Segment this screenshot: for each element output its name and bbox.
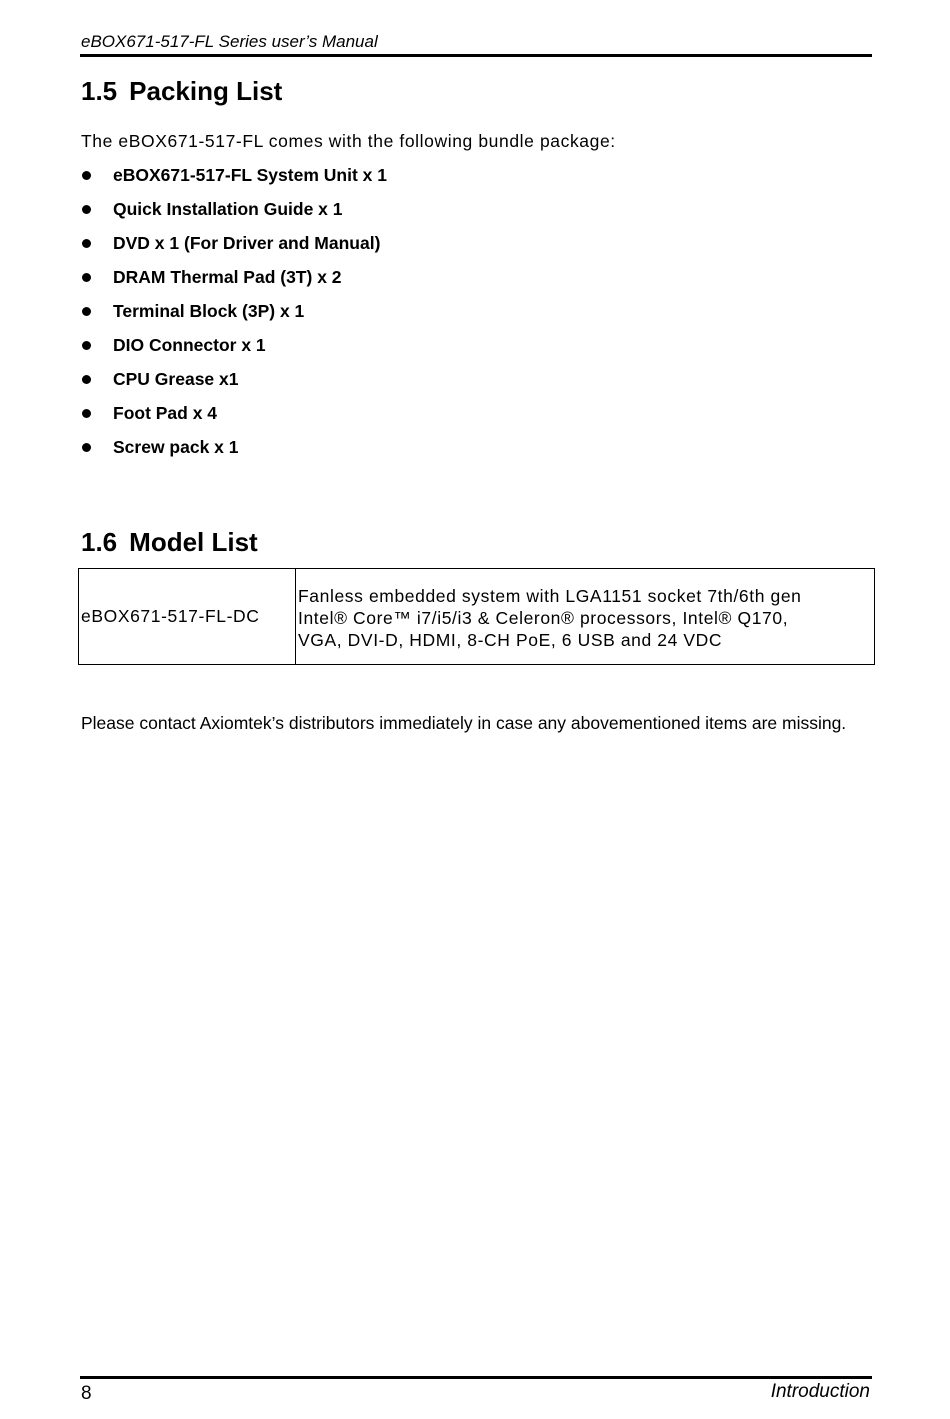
section-number: 1.6 (81, 527, 118, 557)
list-item-text: Terminal Block (3P) x 1 (113, 301, 305, 321)
list-item-text: Screw pack x 1 (113, 437, 239, 457)
description-line: Fanless embedded system with LGA1151 socket 7th/6th gen (298, 585, 802, 606)
list-item-text: DRAM Thermal Pad (3T) x 2 (113, 267, 342, 287)
bullet-icon (82, 239, 91, 248)
footer-section-name: Introduction (770, 1381, 870, 1402)
table-row (79, 569, 875, 665)
list-item-text: Foot Pad x 4 (113, 403, 218, 423)
bullet-icon (82, 273, 91, 282)
section-title: Packing List (129, 76, 283, 106)
bullet-icon (82, 307, 91, 316)
manual-title: eBOX671-517-FL Series user’s Manual (81, 32, 378, 51)
description-line: VGA, DVI-D, HDMI, 8-CH PoE, 6 USB and 24 VDC (298, 629, 723, 650)
bullet-icon (82, 205, 91, 214)
footer-divider (80, 1376, 872, 1379)
list-item-text: CPU Grease x1 (113, 369, 239, 389)
list-item-text: DVD x 1 (For Driver and Manual) (113, 233, 381, 253)
header-divider (80, 54, 872, 57)
list-item-text: eBOX671-517-FL System Unit x 1 (113, 165, 387, 185)
bullet-icon (82, 341, 91, 350)
model-table (78, 568, 875, 665)
packing-intro-text: The eBOX671-517-FL comes with the following bundle package: (81, 131, 616, 151)
bullet-icon (82, 409, 91, 418)
list-item-text: Quick Installation Guide x 1 (113, 199, 343, 219)
page-number: 8 (81, 1383, 92, 1404)
model-description-cell (296, 569, 875, 665)
bullet-icon (82, 375, 91, 384)
section-title: Model List (129, 527, 258, 557)
bullet-icon (82, 171, 91, 180)
description-line: Intel® Core™ i7/i5/i3 & Celeron® processors, Intel® Q170, (298, 607, 789, 628)
packing-list-heading (81, 76, 282, 106)
contact-note: Please contact Axiomtek’s distributors immediately in case any abovementioned items are missing. (81, 713, 847, 733)
bullet-icon (82, 443, 91, 452)
section-number: 1.5 (81, 76, 118, 106)
model-name-cell: eBOX671-517-FL-DC (79, 569, 296, 665)
model-list-heading (81, 527, 258, 557)
list-item-text: DIO Connector x 1 (113, 335, 266, 355)
